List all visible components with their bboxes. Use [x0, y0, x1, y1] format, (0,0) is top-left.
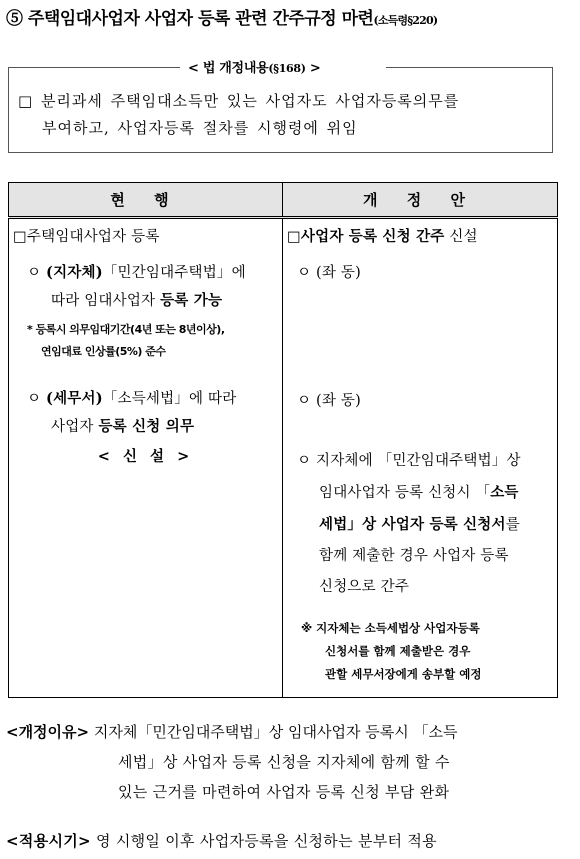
- proposed-item-3-line-3: [297, 509, 553, 541]
- bullet: ㅇ: [27, 391, 47, 407]
- header-current: 현 행: [9, 183, 283, 218]
- current-heading: □주택임대사업자 등록: [13, 229, 160, 245]
- proposed-cell: [283, 218, 558, 698]
- bullet: ㅇ: [27, 265, 47, 281]
- proposed-item-3-line-4: 함께 제출한 경우 사업자 등록: [319, 548, 509, 564]
- current-note: [13, 319, 278, 363]
- current-item-2-line-2-bold: 등록 신청 의무: [98, 418, 195, 435]
- proposed-heading-bold: 사업자 등록 신청 간주: [300, 228, 445, 245]
- current-item-2-bold: (세무서): [46, 390, 103, 407]
- new-provision-mark: < 신 설 >: [97, 448, 194, 465]
- apply-label: <적용시기>: [6, 832, 91, 850]
- proposed-heading: [287, 223, 553, 251]
- proposed-item-3-line-2: [297, 477, 553, 509]
- amendment-line-2: 부여하고, 사업자등록 절차를 시행령에 위임: [42, 119, 358, 137]
- current-note-line-1: * 등록시 의무임대기간(4년 또는 8년이상),: [27, 323, 225, 336]
- current-item-1-line-2-bold: 등록 가능: [160, 292, 223, 309]
- current-item-1-text: 「민간임대주택법」에: [102, 265, 246, 281]
- application-period: [6, 826, 576, 856]
- current-note-line-2: 연임대료 인상률(5%) 준수: [41, 345, 166, 358]
- proposed-same-2: ㅇ (좌 동): [297, 393, 361, 409]
- proposed-item-3: [287, 446, 553, 603]
- comparison-table: [8, 182, 558, 698]
- current-item-2: [13, 385, 278, 413]
- current-cell: [9, 218, 283, 698]
- reason-label: <개정이유>: [6, 723, 90, 741]
- table-header-row: [9, 183, 558, 218]
- proposed-ref-line-2: 신청서를 함께 제출받은 경우: [325, 644, 471, 658]
- apply-text: 영 시행일 이후 사업자등록을 신청하는 분부터 적용: [90, 832, 437, 850]
- page-title: [6, 4, 437, 29]
- table-body-row: [9, 218, 558, 698]
- current-item-2-line-2-text: 사업자: [51, 419, 99, 435]
- current-item-1-line-2-text: 따라 임대사업자: [51, 293, 161, 309]
- proposed-same-1: ㅇ (좌 동): [297, 265, 361, 281]
- amendment-line-1: □ 분리과세 주택임대소득만 있는 사업자도 사업자등록의무를: [18, 92, 460, 110]
- reason-text-1: 지자체「민간임대주택법」상 임대사업자 등록시 「소득: [89, 723, 458, 741]
- current-item-2-text: 「소득세법」에 따라: [102, 391, 237, 407]
- title-main: ⑤ 주택임대사업자 사업자 등록 관련 간주규정 마련: [6, 9, 374, 29]
- proposed-item-3-line-2-bold: 소득: [490, 484, 519, 501]
- current-item-1: [13, 259, 278, 287]
- reason-line-2: 세법」상 사업자 등록 신청을 지자체에 함께 할 수: [118, 753, 450, 771]
- title-ref: (소득령§220): [373, 14, 438, 27]
- proposed-item-3-line-5: 신청으로 간주: [319, 579, 410, 595]
- current-item-1-bold: (지자체): [46, 264, 103, 281]
- proposed-ref-line-3: 관할 세무서장에게 송부할 예정: [325, 667, 482, 681]
- proposed-item-3-line-2-text: 임대사업자 등록 신청시 「: [319, 485, 491, 501]
- current-item-1-line-2: [13, 287, 278, 315]
- proposed-item-3-line-1: ㅇ 지자체에 「민간임대주택법」상: [297, 453, 521, 469]
- checkbox-symbol: □: [287, 229, 301, 245]
- current-item-2-line-2: [13, 413, 278, 441]
- proposed-item-3-line-3-bold: 세법」상 사업자 등록 신청서: [319, 516, 506, 533]
- amendment-heading: [188, 57, 321, 76]
- reason-line-1: [6, 717, 566, 747]
- proposed-ref-line-1: ※ 지자체는 소득세법상 사업자등록: [301, 621, 480, 635]
- amendment-heading-close: >: [305, 61, 321, 76]
- proposed-item-3-line-3-text: 를: [505, 517, 520, 533]
- amendment-heading-ref: (§168): [268, 62, 306, 75]
- amendment-heading-text: < 법 개정내용: [188, 61, 269, 76]
- amendment-reason: [6, 717, 566, 807]
- reason-line-3: 있는 근거를 마련하여 사업자 등록 신청 부담 완화: [118, 783, 450, 801]
- proposed-reference-note: [287, 617, 553, 686]
- header-proposed: 개 정 안: [283, 183, 558, 218]
- proposed-heading-text: 신설: [444, 229, 478, 245]
- amendment-content: [18, 88, 548, 142]
